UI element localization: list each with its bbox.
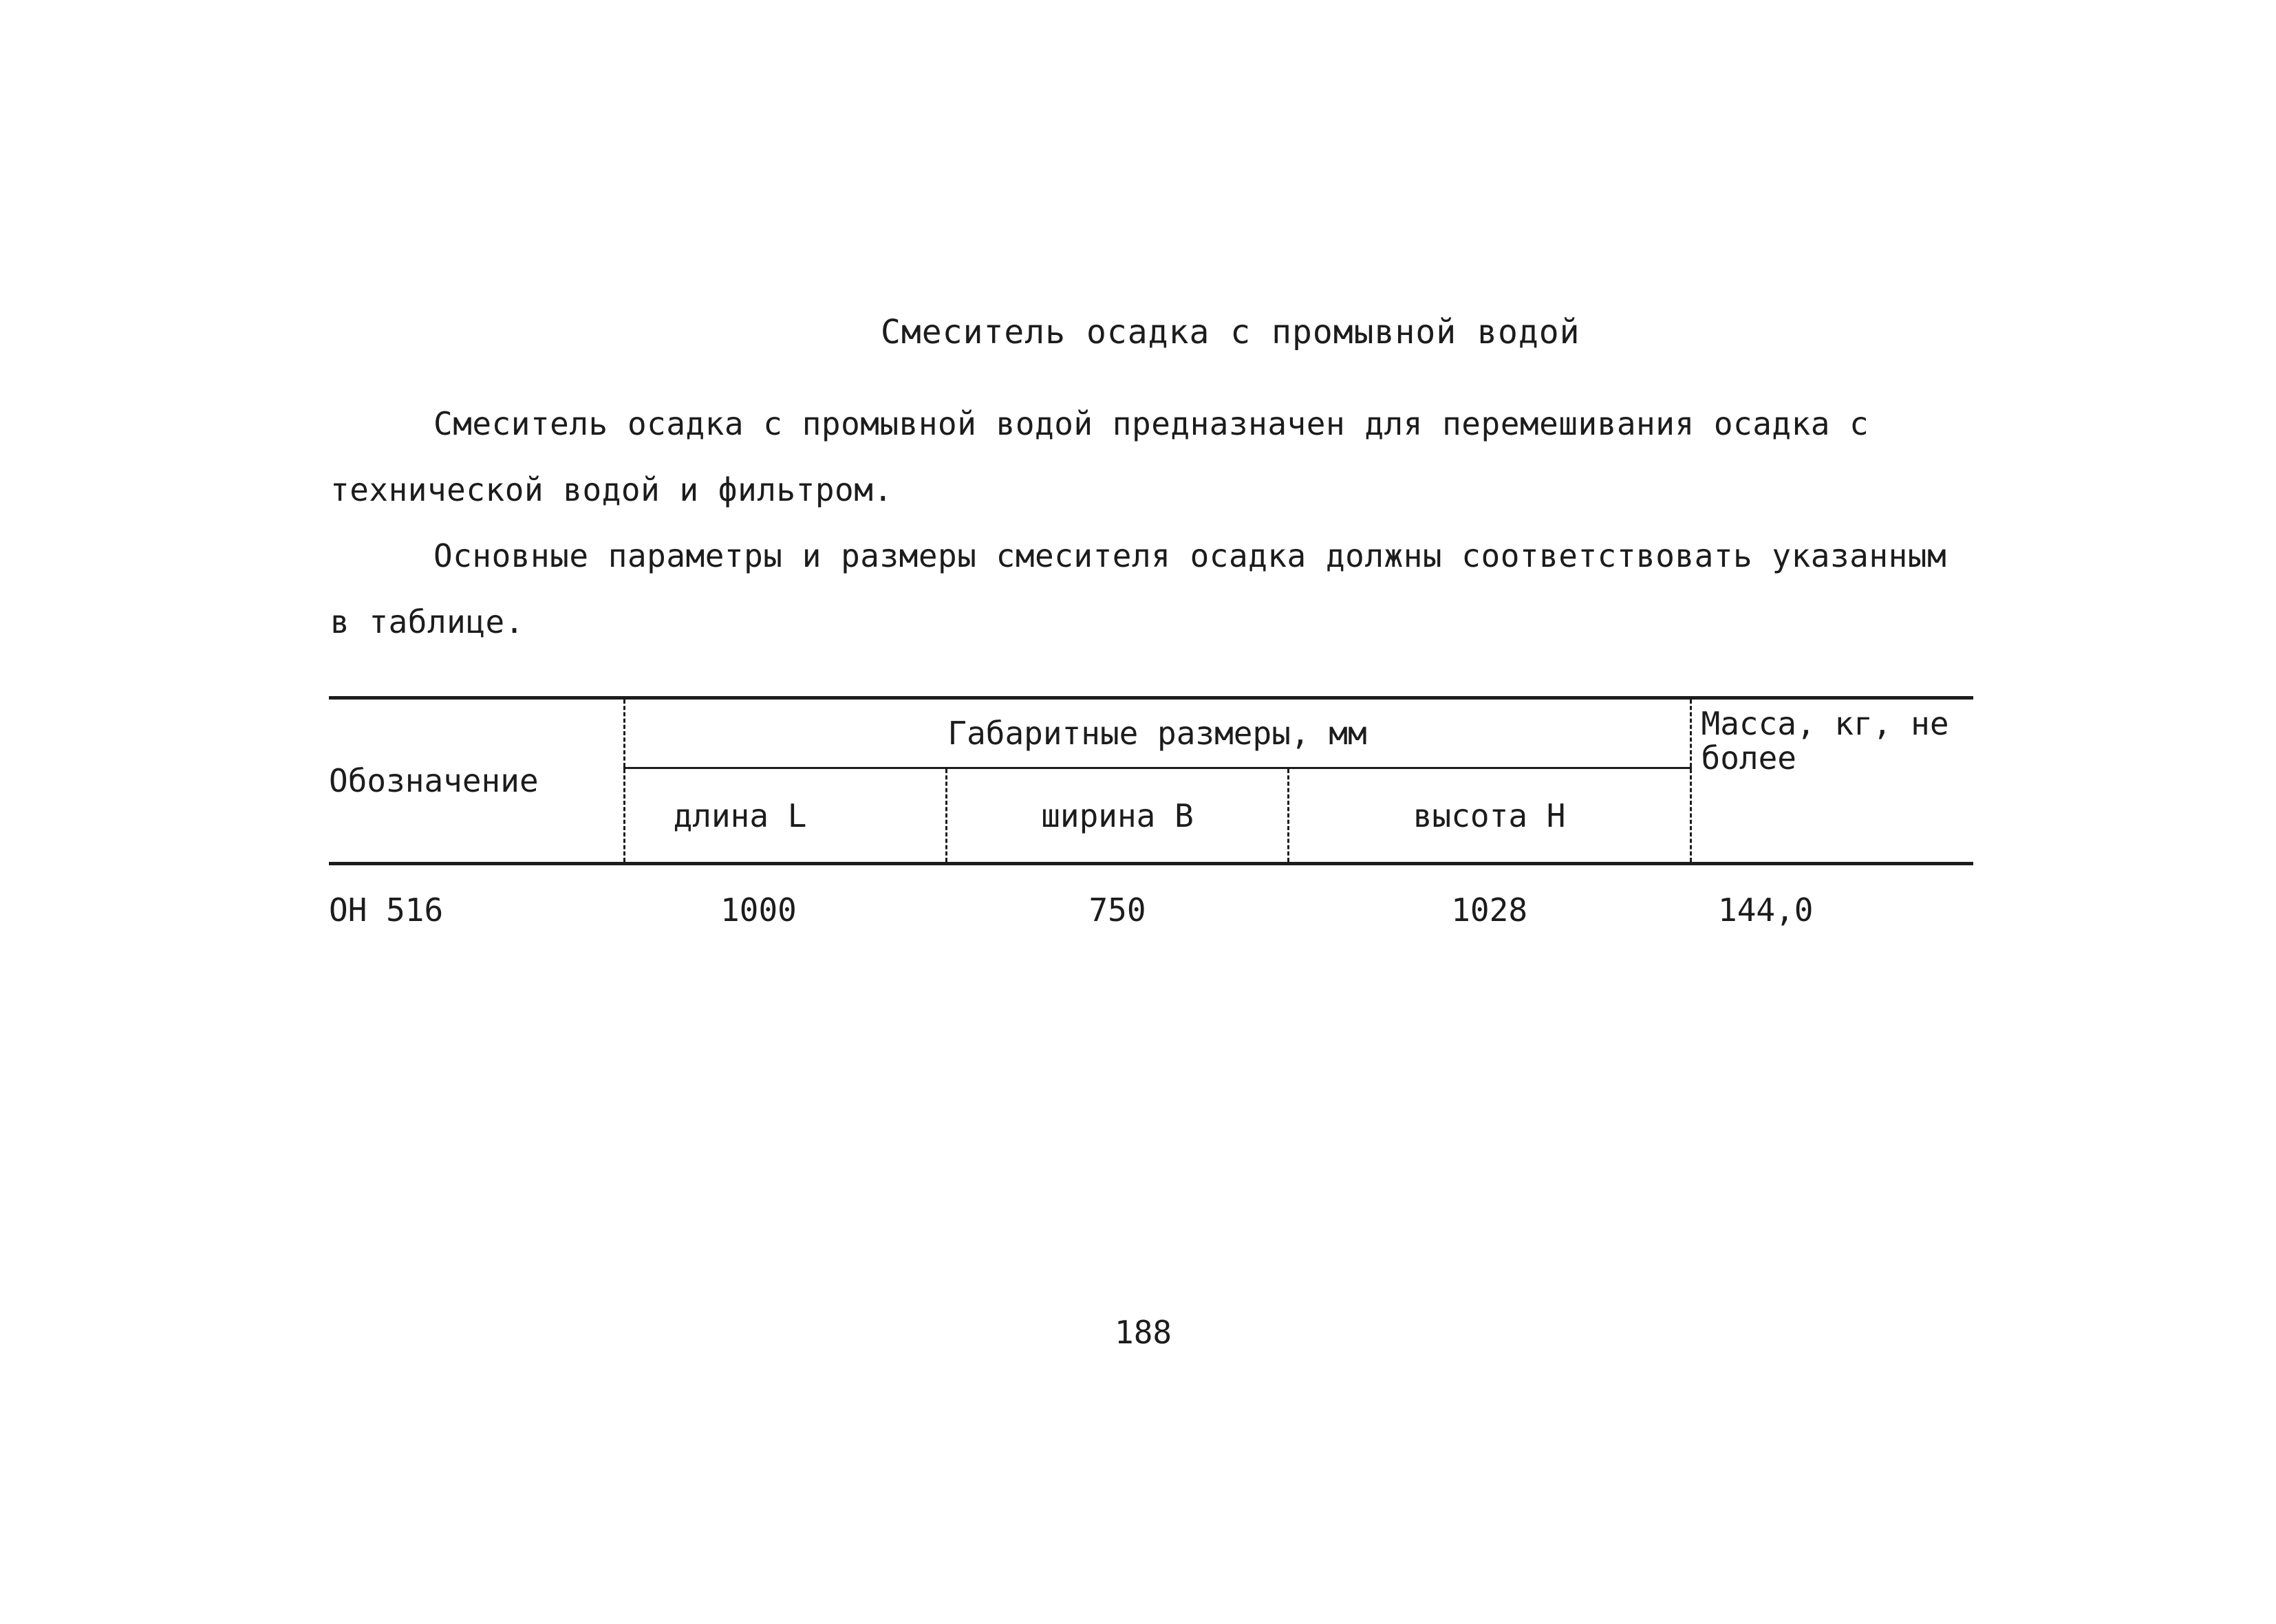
table-header-row — [329, 698, 1973, 768]
table-row — [329, 864, 1973, 955]
paragraph-parameters: Основные параметры и размеры смесителя осадка должны соответствовать указанным в таблице. — [330, 537, 1947, 640]
table-body — [329, 864, 1973, 955]
header-width: ширина В — [947, 768, 1289, 864]
paragraph-purpose: Смеситель осадка с промывной водой предназначен для перемешивания осадка с технической водой и фильтром. — [330, 405, 1869, 508]
cell-width: 750 — [1088, 891, 1146, 929]
header-designation: Обозначение — [329, 698, 624, 864]
table-header — [329, 698, 1973, 864]
header-height: высота Н — [1288, 768, 1690, 864]
parameters-table — [329, 696, 1973, 955]
header-dimensions-group: Габаритные размеры, мм — [624, 698, 1690, 768]
cell-mass: 144,0 — [1718, 891, 1814, 929]
page-number: 188 — [1115, 1314, 1172, 1351]
page-title: Смеситель осадка с промывной водой — [881, 313, 1580, 351]
header-length: длина L — [624, 768, 947, 864]
cell-designation: ОН 516 — [329, 891, 444, 929]
header-mass: Масса, кг, не более — [1690, 698, 1973, 864]
cell-height: 1028 — [1451, 891, 1528, 929]
cell-length: 1000 — [720, 891, 797, 929]
